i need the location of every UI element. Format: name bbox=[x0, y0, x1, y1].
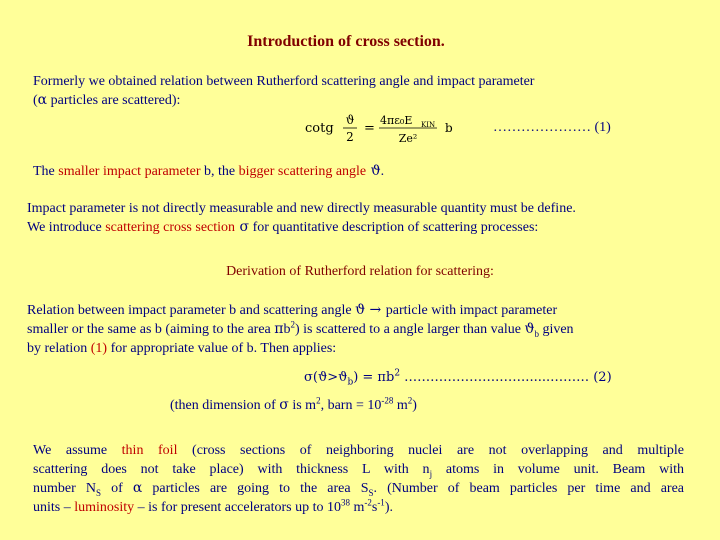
foil-line-3: number $N_S$ of α particles are going to the area $S_S$. (Number of beam particles per time and area bbox=[33, 480, 685, 498]
foil-line-4: units – luminosity – is for present accelerators up to $10^{38}$ $m^{-2}s^{-1}$). bbox=[33, 497, 393, 515]
formula-lhs-den: 2 bbox=[346, 130, 354, 144]
formula-rhs-num-sub: KIN bbox=[421, 121, 436, 129]
intro-line-2: (α particles are scattered): bbox=[33, 92, 181, 108]
relation-line-2: smaller or the same as b (aiming to the area $\pi b^2$) is scattered to a angle larger than value $ϑ_b$ given bbox=[27, 319, 574, 339]
foil-line-2: scattering does not take place) with thickness L with $n_j$ atoms in volume unit. Beam with bbox=[33, 462, 684, 479]
alpha-symbol: α bbox=[37, 92, 48, 108]
formula-lhs-num: ϑ bbox=[345, 113, 355, 127]
formula-func: cotg bbox=[305, 121, 334, 136]
formula-rhs-var: b bbox=[445, 121, 453, 135]
formula-cross-section: $\sigma(ϑ>ϑ_b) = \pi b^2$ ………………….……......……… (2) bbox=[304, 368, 612, 388]
foil-line-1: We assume thin foil (cross sections of neighboring nuclei are not overlapping and multiple bbox=[33, 443, 684, 458]
intro-line-1: Formerly we obtained relation between Rutherford scattering angle and impact parameter bbox=[33, 74, 535, 89]
formula-rhs-den: Ze² bbox=[398, 132, 418, 145]
impact-line-2: We introduce scattering cross section σ for quantitative description of scattering processes: bbox=[27, 219, 539, 235]
dimension-line: (then dimension of σ is $m^2$, barn = $10^{-28}$ $m^2$) bbox=[170, 395, 417, 413]
relation-line-1: Relation between impact parameter b and scattering angle ϑ → particle with impact parameter bbox=[27, 302, 558, 318]
smaller-bigger-line: The smaller impact parameter b, the bigger scattering angle ϑ. bbox=[33, 163, 385, 179]
formula-eq: = bbox=[364, 121, 375, 136]
equation-ref-1: ………………… (1) bbox=[493, 120, 611, 135]
page-title: Introduction of cross section. bbox=[247, 33, 445, 50]
derivation-heading: Derivation of Rutherford relation for scattering: bbox=[226, 264, 494, 279]
formula-rhs-num: 4πε₀E bbox=[380, 114, 413, 127]
formula-cotg bbox=[300, 104, 470, 150]
relation-line-3: by relation (1) for appropriate value of b. Then applies: bbox=[27, 341, 337, 356]
impact-line-1: Impact parameter is not directly measurable and new directly measurable quantity must be define. bbox=[27, 201, 576, 216]
